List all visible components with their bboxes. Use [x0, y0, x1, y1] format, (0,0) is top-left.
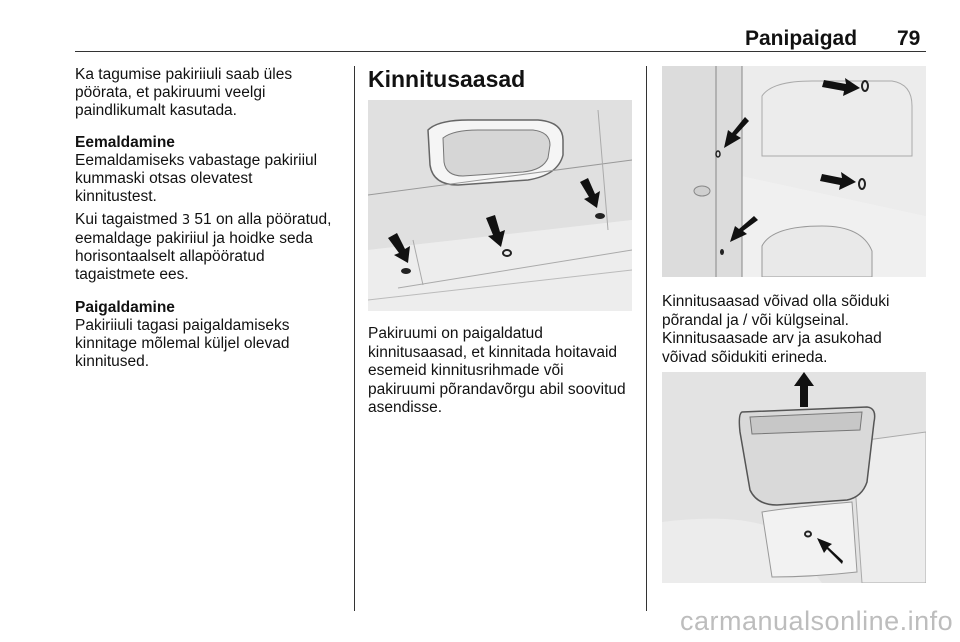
- cross-reference-icon: 3: [181, 213, 191, 228]
- removal-paragraph: [75, 152, 317, 206]
- caption-line: asendisse.: [368, 399, 443, 416]
- seats-line: tagaistmete ees.: [75, 266, 189, 283]
- seats-text-post: 51 on alla pööratud,: [190, 211, 332, 228]
- column-divider-right: [646, 66, 647, 611]
- wall-anchors-caption: [662, 293, 889, 367]
- intro-paragraph: [75, 66, 292, 120]
- column-divider-left: [354, 66, 355, 611]
- removal-line: kummaski otsas olevatest: [75, 170, 253, 187]
- watermark: carmanualsonline.info: [680, 606, 954, 636]
- caption-line: Pakiruumi on paigaldatud: [368, 325, 543, 342]
- header-rule: [75, 51, 926, 52]
- caption-line: esemeid kinnitusrihmade või: [368, 362, 564, 379]
- removal-heading: Eemaldamine: [75, 134, 175, 151]
- caption-line: pakiruumi põrandavõrgu abil soovitud: [368, 380, 626, 398]
- page-header-title: Panipaigad: [745, 27, 858, 50]
- install-line: kinnitage mõlemal küljel olevad: [75, 335, 290, 352]
- caption-line: võivad sõidukiti erineda.: [662, 348, 828, 366]
- install-line: Pakiriiuli tagasi paigaldamiseks: [75, 317, 290, 334]
- install-paragraph: [75, 317, 290, 371]
- caption-line: Kinnitusaasade arv ja asukohad: [662, 330, 882, 347]
- intro-line: paindlikumalt kasutada.: [75, 102, 237, 119]
- intro-line: Ka tagumise pakiriiuli saab üles: [75, 66, 293, 83]
- seats-line: eemaldage pakiriiul ja hoidke seda: [75, 230, 313, 247]
- install-line: kinnitused.: [75, 353, 150, 370]
- removal-line: kinnitustest.: [75, 188, 157, 205]
- wall-anchors-illustration: [662, 66, 926, 277]
- seats-text-pre: Kui tagaistmed: [75, 211, 182, 228]
- page-number: 79: [897, 27, 921, 50]
- caption-line: Kinnitusaasad võivad olla sõiduki: [662, 293, 890, 310]
- floor-anchors-caption: [368, 325, 626, 418]
- caption-line: kinnitusaasad, et kinnitada hoitavaid: [368, 343, 618, 361]
- caption-line: põrandal ja / või külgseinal.: [662, 311, 849, 329]
- intro-line: pöörata, et pakiruumi veelgi: [75, 84, 266, 101]
- seats-line-first: [75, 211, 331, 230]
- section-title: Kinnitusaasad: [368, 66, 526, 92]
- install-heading: Paigaldamine: [75, 299, 175, 316]
- floor-anchors-illustration: [368, 100, 632, 311]
- side-wall-anchor-illustration: [662, 372, 926, 583]
- removal-line: Eemaldamiseks vabastage pakiriiul: [75, 152, 318, 169]
- seats-paragraph: [75, 211, 331, 284]
- seats-line: horisontaalselt allapööratud: [75, 248, 265, 265]
